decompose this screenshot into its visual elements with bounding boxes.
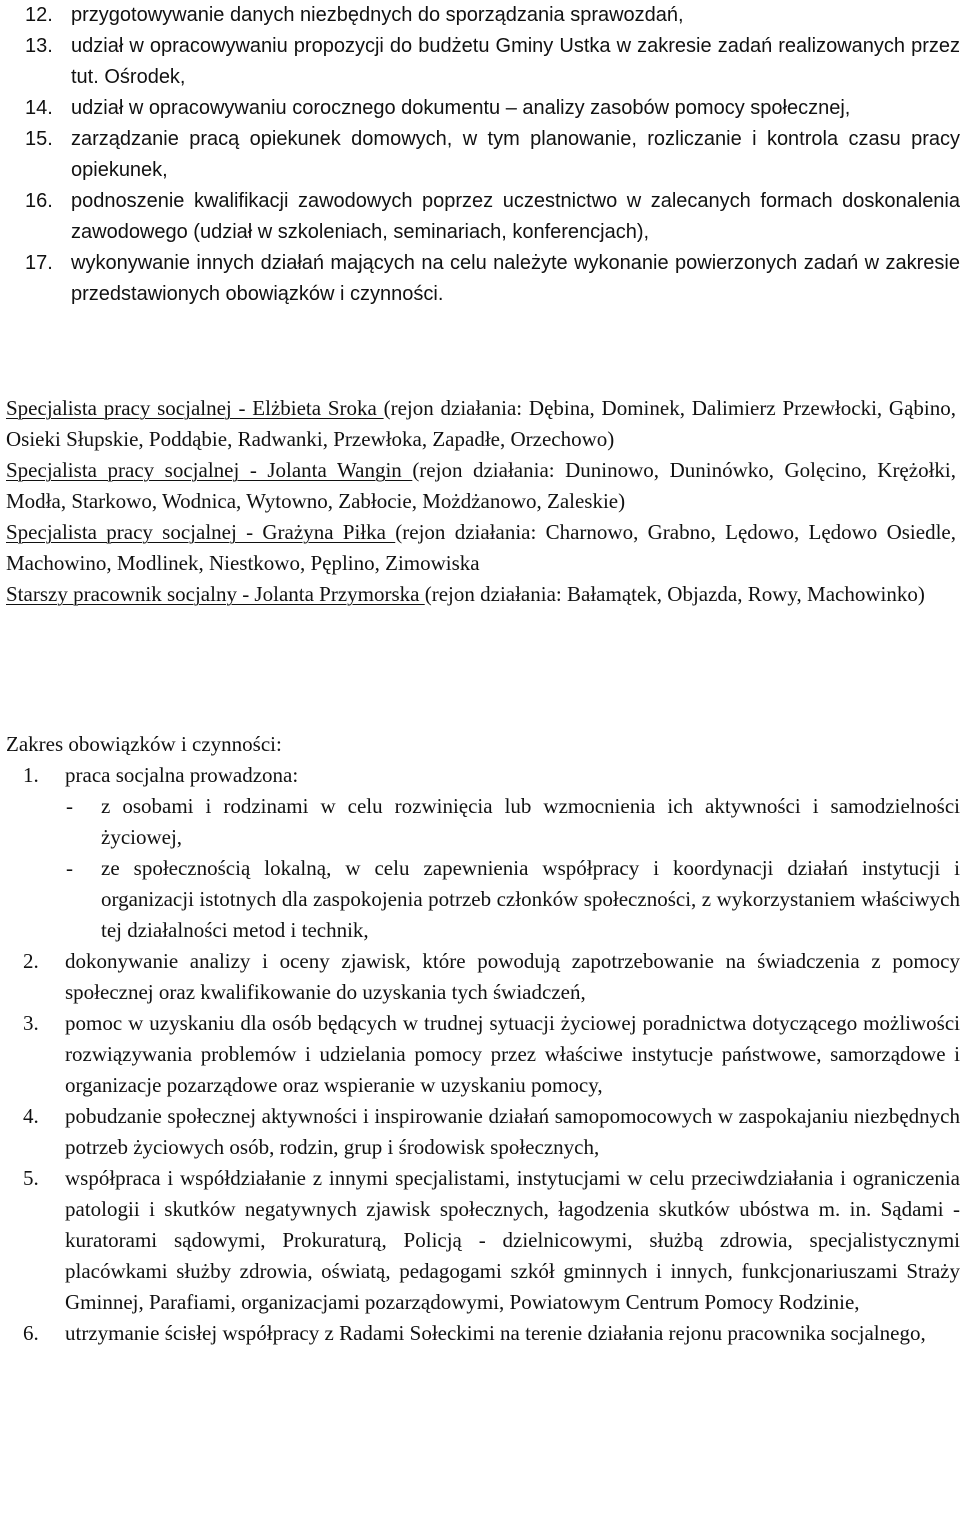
subitem-text: ze społecznością lokalną, w celu zapewnienia współpracy i koordynacji działań instytucji i organizacji istotnych dla zaspokojenia potrzeb członków społeczności, z wykorzystaniem właściwych tej działalności metod i technik,	[101, 856, 960, 942]
specialist-entry	[6, 455, 956, 517]
duty-text: utrzymanie ścisłej współpracy z Radami Sołeckimi na terenie działania rejonu pracownika socjalnego,	[65, 1321, 926, 1345]
specialist-role: Specjalista pracy socjalnej - Elżbieta Sroka	[6, 396, 384, 420]
duty-number: 5.	[23, 1166, 39, 1190]
top-numbered-list	[0, 0, 960, 310]
duties-list	[0, 760, 960, 1349]
duty-item	[0, 1318, 960, 1349]
specialist-area: (rejon działania: Bałamątek, Objazda, Rowy, Machowinko)	[424, 582, 925, 606]
item-number: 15.	[25, 128, 53, 150]
duty-text: współpraca i współdziałanie z innymi specjalistami, instytucjami w celu przeciwdziałania i ograniczenia patologii i skutków negatywnych zjawisk społecznych, łagodzenia skutków ubóstwa m. in. Sądami - kuratorami sądowymi, Prokuraturą, Policją - dzielnicowymi, służbą zdrowia, specjalistycznymi placówkami służby zdrowia, oświatą, pedagogami szkół gminnych i innych, funkcjonariuszami Straży Gminnej, Parafiami, organizacjami pozarządowymi, Powiatowym Centrum Pomocy Rodzinie,	[65, 1166, 960, 1314]
item-number: 12.	[25, 4, 53, 26]
specialist-area: (rejon działania: Dębina, Dominek, Dalimierz Przewłocki, Gąbino, Osieki Słupskie, Poddąbie, Radwanki, Przewłoka, Zapadłe, Orzechowo)	[6, 396, 956, 451]
list-item	[0, 248, 960, 310]
specialist-area: (rejon działania: Duninowo, Duninówko, Golęcino, Krężołki, Modła, Starkowo, Wodnica, Wytowno, Zabłocie, Możdżanowo, Zaleskie)	[6, 458, 956, 513]
duty-item	[0, 760, 960, 791]
item-number: 17.	[25, 252, 53, 274]
duty-number: 6.	[23, 1321, 39, 1345]
dash-bullet: -	[66, 794, 73, 818]
list-item	[0, 186, 960, 248]
item-text: przygotowywanie danych niezbędnych do sporządzania sprawozdań,	[71, 4, 684, 26]
duty-number: 2.	[23, 949, 39, 973]
duty-number: 4.	[23, 1104, 39, 1128]
item-text: zarządzanie pracą opiekunek domowych, w tym planowanie, rozliczanie i kontrola czasu pracy opiekunek,	[71, 128, 960, 181]
item-number: 13.	[25, 35, 53, 57]
duties-heading: Zakres obowiązków i czynności:	[6, 732, 282, 756]
duty-item	[0, 1101, 960, 1163]
list-item	[0, 31, 960, 93]
specialist-role: Specjalista pracy socjalnej - Jolanta Wangin	[6, 458, 413, 482]
duty-text: pomoc w uzyskaniu dla osób będących w trudnej sytuacji życiowej poradnictwa dotyczącego możliwości rozwiązywania problemów i udzielania pomocy przez właściwe instytucje państwowe, samorządowe i organizacje pozarządowe oraz wspieranie w uzyskaniu pomocy,	[65, 1011, 960, 1097]
list-item	[0, 93, 960, 124]
specialist-area: (rejon działania: Charnowo, Grabno, Lędowo, Lędowo Osiedle, Machowino, Modlinek, Niestkowo, Pęplino, Zimowiska	[6, 520, 956, 575]
item-number: 14.	[25, 97, 53, 119]
duty-item	[0, 1163, 960, 1318]
duty-text: pobudzanie społecznej aktywności i inspirowanie działań samopomocowych w zaspokajaniu niezbędnych potrzeb życiowych osób, rodzin, grup i środowisk społecznych,	[65, 1104, 960, 1159]
specialist-entry	[6, 517, 956, 579]
list-item	[0, 0, 960, 31]
duty-number: 1.	[23, 763, 39, 787]
duty-text: praca socjalna prowadzona:	[65, 763, 299, 787]
duty-subitem	[0, 791, 960, 853]
specialist-entry	[6, 579, 956, 610]
list-item	[0, 124, 960, 186]
duty-item	[0, 1008, 960, 1101]
duty-item	[0, 946, 960, 1008]
duty-number: 3.	[23, 1011, 39, 1035]
specialist-role: Specjalista pracy socjalnej - Grażyna Piłka	[6, 520, 396, 544]
dash-bullet: -	[66, 856, 73, 880]
duty-text: dokonywanie analizy i oceny zjawisk, które powodują zapotrzebowanie na świadczenia z pomocy społecznej oraz kwalifikowanie do uzyskania tych świadczeń,	[65, 949, 960, 1004]
item-text: udział w opracowywaniu propozycji do budżetu Gminy Ustka w zakresie zadań realizowanych przez tut. Ośrodek,	[71, 35, 960, 88]
subitem-text: z osobami i rodzinami w celu rozwinięcia lub wzmocnienia ich aktywności i samodzielności życiowej,	[101, 794, 960, 849]
item-text: podnoszenie kwalifikacji zawodowych poprzez uczestnictwo w zalecanych formach doskonalenia zawodowego (udział w szkoleniach, seminariach, konferencjach),	[71, 190, 960, 243]
item-number: 16.	[25, 190, 53, 212]
specialist-entry	[6, 393, 956, 455]
item-text: udział w opracowywaniu corocznego dokumentu – analizy zasobów pomocy społecznej,	[71, 97, 851, 119]
specialist-role: Starszy pracownik socjalny - Jolanta Przymorska	[6, 582, 425, 606]
duty-subitem	[0, 853, 960, 946]
item-text: wykonywanie innych działań mających na celu należyte wykonanie powierzonych zadań w zakresie przedstawionych obowiązków i czynności.	[71, 252, 960, 305]
specialists-section	[6, 393, 956, 610]
